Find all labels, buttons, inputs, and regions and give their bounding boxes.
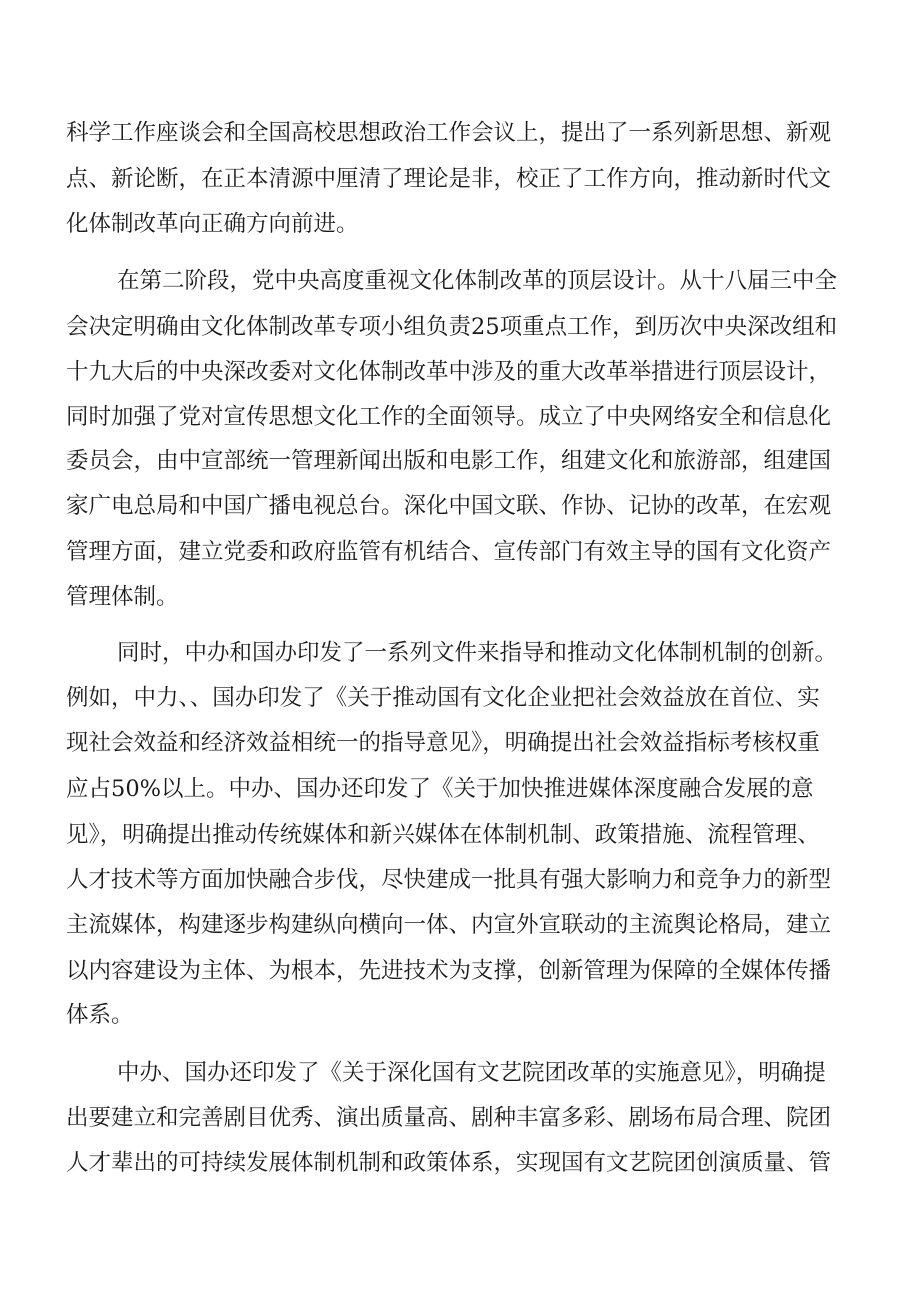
text-line: 以内容建设为主体、为根本，先进技术为支撑，创新管理为保障的全媒体传播 xyxy=(66,958,832,984)
text-line: 主流媒体，构建逐步构建纵向横向一体、内宣外宣联动的主流舆论格局，建立 xyxy=(66,912,832,938)
text-line: 人才技术等方面加快融合步伐，尽快建成一批具有强大影响力和竞争力的新型 xyxy=(66,867,832,893)
text-line: 应占50%以上。中办、国办还印发了《关于加快推进媒体深度融合发展的意 xyxy=(66,776,814,802)
text-line: 同时加强了党对宣传思想文化工作的全面领导。成立了中央网络安全和信息化 xyxy=(66,404,832,430)
text-line: 见》，明确提出推动传统媒体和新兴媒体在体制机制、政策措施、流程管理、 xyxy=(66,822,820,848)
text-line: 管理体制。 xyxy=(66,584,179,610)
text-line: 例如，中力、、国办印发了《关于推动国有文化企业把社会效益放在首位、实 xyxy=(66,685,820,711)
text-line: 点、新论断，在正本清源中厘清了理论是非，校正了工作方向，推动新时代文 xyxy=(66,166,832,192)
text-line: 委员会，由中宣部统一管理新闻出版和电影工作，组建文化和旅游部，组建国 xyxy=(66,448,832,474)
text-line: 化体制改革向正确方向前进。 xyxy=(66,211,359,237)
text-line: 管理方面，建立党委和政府监管有机结合、宣传部门有效主导的国有文化资产 xyxy=(66,539,832,565)
text-line: 科学工作座谈会和全国高校思想政治工作会议上，提出了一系列新思想、新观 xyxy=(66,120,832,146)
text-line: 同时，中办和国办印发了一系列文件来指导和推动文化体制机制的创新。 xyxy=(117,640,838,666)
text-line: 家广电总局和中国广播电视总台。深化中国文联、作协、记协的改革，在宏观 xyxy=(66,493,832,519)
text-line: 体系。 xyxy=(66,1002,134,1028)
text-line: 中办、国办还印发了《关于深化国有文艺院团改革的实施意见》，明确提 xyxy=(117,1060,826,1086)
text-line: 出要建立和完善剧目优秀、演出质量高、剧种丰富多彩、剧场布局合理、院团 xyxy=(66,1105,832,1131)
text-line: 人才辈出的可持续发展体制机制和政策体系，实现国有文艺院团创演质量、管 xyxy=(66,1150,832,1176)
text-line: 现社会效益和经济效益相统一的指导意见》，明确提出社会效益指标考核权重 xyxy=(66,730,820,756)
text-line: 会决定明确由文化体制改革专项小组负责25项重点工作，到历次中央深改组和 xyxy=(66,314,838,340)
text-line: 十九大后的中央深改委对文化体制改革中涉及的重大改革举措进行顶层设计， xyxy=(66,359,832,385)
text-line: 在第二阶段，党中央高度重视文化体制改革的顶层设计。从十八届三中全 xyxy=(117,268,838,294)
